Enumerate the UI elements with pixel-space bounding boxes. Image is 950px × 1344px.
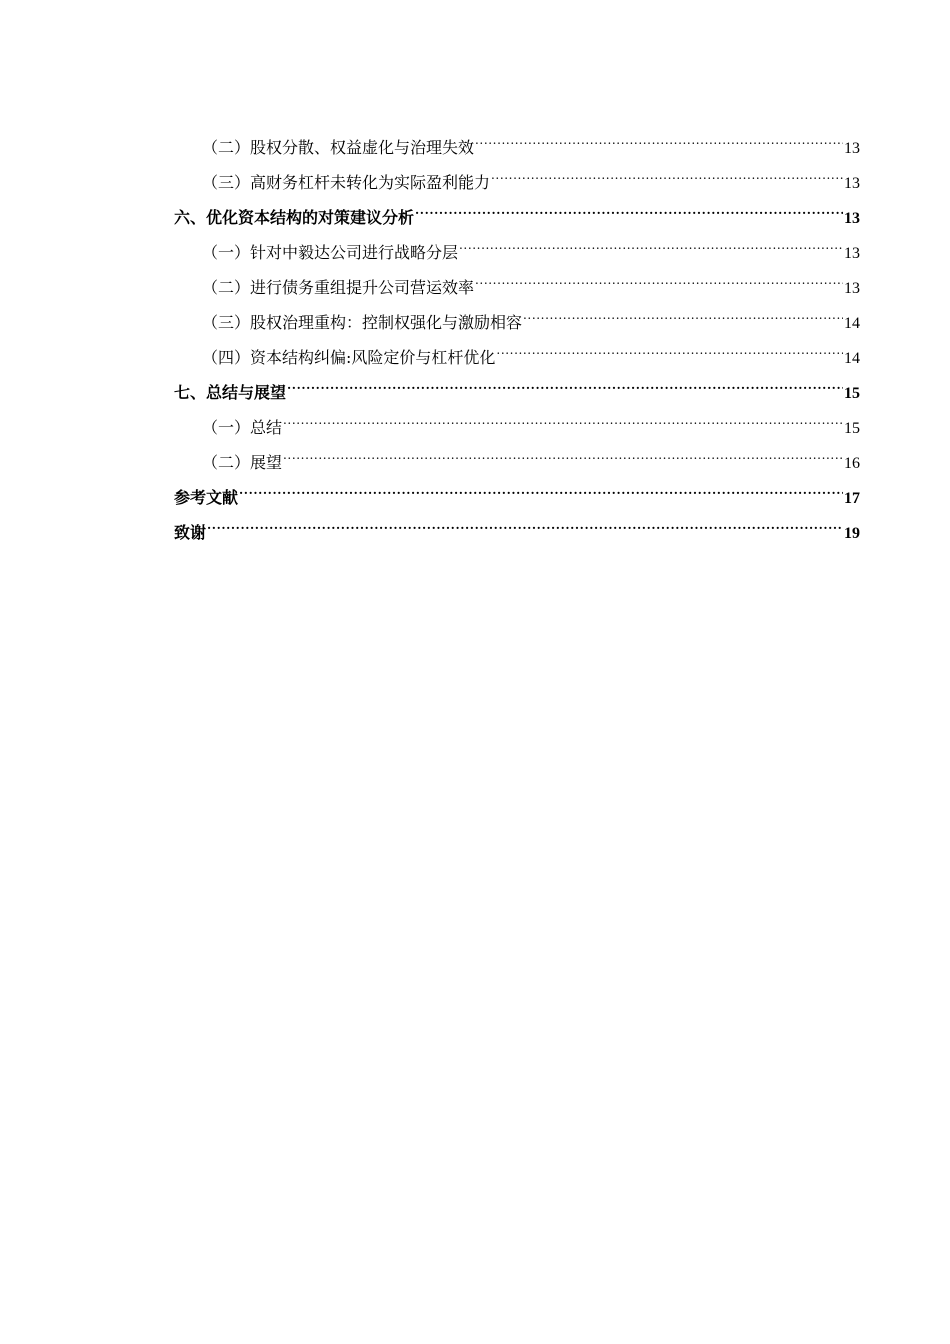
toc-chapter-entry[interactable] (174, 503, 860, 542)
table-of-contents (174, 118, 860, 542)
toc-leader-dots (491, 153, 843, 188)
toc-entry-page: 14 (844, 350, 860, 367)
toc-entry-label: 致谢 (174, 523, 207, 542)
toc-entry-label: （二）展望 (202, 453, 283, 472)
toc-leader-dots (496, 328, 843, 363)
toc-leader-dots (475, 258, 843, 293)
toc-entry-page: 15 (844, 420, 860, 437)
toc-entry-label: （二）进行债务重组提升公司营运效率 (202, 278, 475, 297)
toc-entry-page: 17 (844, 490, 860, 507)
toc-leader-dots (283, 398, 843, 433)
toc-entry-label: （一）针对中毅达公司进行战略分层 (202, 243, 459, 262)
toc-entry-page: 14 (844, 315, 860, 332)
toc-entry-page: 19 (844, 525, 860, 542)
toc-entry-label: （二）股权分散、权益虚化与治理失效 (202, 138, 475, 157)
toc-leader-dots (207, 503, 843, 538)
toc-entry-page: 13 (844, 245, 860, 262)
toc-entry-page: 13 (844, 210, 860, 227)
toc-leader-dots (459, 223, 843, 258)
toc-entry-page: 13 (844, 140, 860, 157)
toc-leader-dots (523, 293, 843, 328)
toc-chapter-entry[interactable] (174, 468, 860, 507)
toc-leader-dots (283, 433, 843, 468)
toc-entry-label: （四）资本结构纠偏:风险定价与杠杆优化 (202, 348, 496, 367)
toc-leader-dots (415, 188, 843, 223)
toc-leader-dots (239, 468, 843, 503)
toc-leader-dots (287, 363, 843, 398)
toc-entry-page: 13 (844, 175, 860, 192)
toc-entry-label: （三）高财务杠杆未转化为实际盈利能力 (202, 173, 491, 192)
toc-entry-label: （三）股权治理重构：控制权强化与激励相容 (202, 313, 523, 332)
toc-leader-dots (475, 118, 843, 153)
toc-entry-label: 参考文献 (174, 488, 239, 507)
toc-entry-page: 13 (844, 280, 860, 297)
toc-entry-page: 15 (844, 385, 860, 402)
toc-entry-page: 16 (844, 455, 860, 472)
toc-entry-label: （一）总结 (202, 418, 283, 437)
toc-entry-label: 七、总结与展望 (174, 383, 287, 402)
toc-entry-label: 六、优化资本结构的对策建议分析 (174, 208, 415, 227)
toc-entry[interactable] (174, 118, 860, 157)
